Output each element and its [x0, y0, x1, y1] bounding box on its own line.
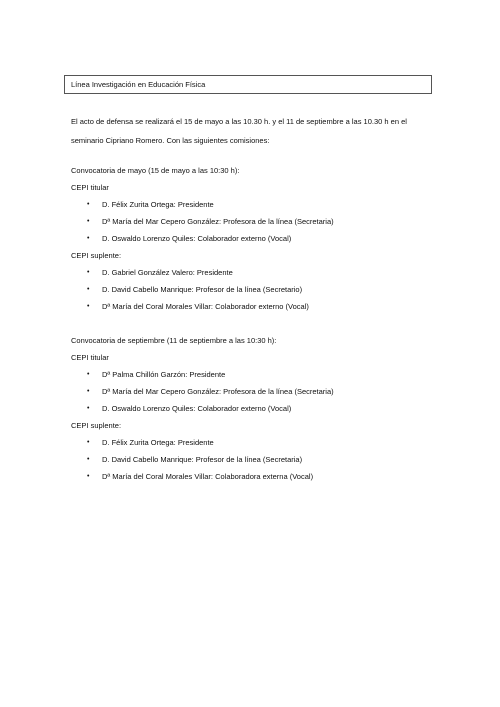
bullet-icon: • [87, 269, 90, 276]
bullet-icon: • [87, 201, 90, 208]
cepi-titular-list [71, 366, 451, 417]
intro-paragraph: El acto de defensa se realizará el 15 de mayo a las 10.30 h. y el 11 de septiembre a las 10.30 h en el seminario Cipriano Romero. Con las siguientes comisiones: [71, 117, 407, 145]
convocatoria-septiembre [71, 332, 451, 485]
convocatoria-title: Convocatoria de mayo (15 de mayo a las 10:30 h): [71, 166, 240, 175]
bullet-icon: • [87, 235, 90, 242]
list-item-text: Dª María del Coral Morales Villar: Colaboradora externa (Vocal) [102, 472, 314, 481]
list-item [71, 264, 451, 281]
list-item-text: D. Félix Zurita Ortega: Presidente [102, 438, 214, 447]
bullet-icon: • [87, 388, 90, 395]
list-item [71, 213, 451, 230]
list-item [71, 400, 451, 417]
bullet-icon: • [87, 218, 90, 225]
cepi-titular-list [71, 196, 451, 247]
list-item [71, 298, 451, 315]
list-item [71, 196, 451, 213]
cepi-titular-label: CEPI titular [71, 353, 109, 362]
cepi-suplente-label: CEPI suplente: [71, 251, 122, 260]
bullet-icon: • [87, 286, 90, 293]
convocatoria-title: Convocatoria de septiembre (11 de septiembre a las 10:30 h): [71, 336, 277, 345]
bullet-icon: • [87, 303, 90, 310]
cepi-suplente-list [71, 264, 451, 315]
list-item [71, 281, 451, 298]
list-item-text: Dª María del Mar Cepero González: Profesora de la línea (Secretaria) [102, 217, 334, 226]
convocatoria-mayo [71, 162, 451, 315]
list-item [71, 451, 451, 468]
list-item-text: Dª María del Coral Morales Villar: Colaborador externo (Vocal) [102, 302, 309, 311]
bullet-icon: • [87, 371, 90, 378]
research-line-box: Línea Investigación en Educación Física [64, 75, 432, 94]
list-item-text: D. Félix Zurita Ortega: Presidente [102, 200, 214, 209]
list-item [71, 434, 451, 451]
bullet-icon: • [87, 473, 90, 480]
list-item-text: D. David Cabello Manrique: Profesor de la línea (Secretaria) [102, 455, 303, 464]
list-item [71, 366, 451, 383]
list-item-text: D. David Cabello Manrique: Profesor de la línea (Secretario) [102, 285, 303, 294]
list-item-text: Dª María del Mar Cepero González: Profesora de la línea (Secretaria) [102, 387, 334, 396]
bullet-icon: • [87, 439, 90, 446]
list-item [71, 468, 451, 485]
list-item-text: D. Oswaldo Lorenzo Quiles: Colaborador externo (Vocal) [102, 404, 292, 413]
cepi-suplente-label: CEPI suplente: [71, 421, 122, 430]
list-item-text: D. Oswaldo Lorenzo Quiles: Colaborador externo (Vocal) [102, 234, 292, 243]
bullet-icon: • [87, 405, 90, 412]
cepi-suplente-list [71, 434, 451, 485]
list-item [71, 383, 451, 400]
bullet-icon: • [87, 456, 90, 463]
cepi-titular-label: CEPI titular [71, 183, 109, 192]
list-item-text: Dª Palma Chillón Garzón: Presidente [102, 370, 226, 379]
list-item [71, 230, 451, 247]
list-item-text: D. Gabriel González Valero: Presidente [102, 268, 233, 277]
